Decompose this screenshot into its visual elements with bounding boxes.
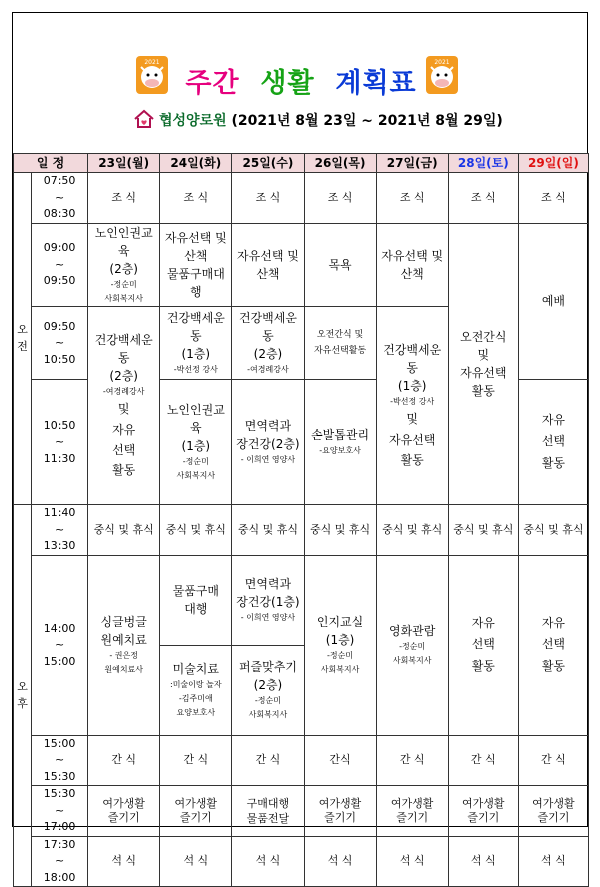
activity-block bbox=[160, 646, 231, 735]
activity-title: 목욕 bbox=[328, 257, 352, 272]
mascot-year: 2021 bbox=[434, 59, 450, 66]
title-part1: 주간 bbox=[185, 68, 240, 99]
table-row bbox=[14, 173, 589, 224]
breakfast-cell: 조 식 bbox=[88, 173, 160, 224]
activity-title: 인지교실 (1층) bbox=[316, 614, 364, 647]
subtitle bbox=[133, 110, 503, 130]
activity-staff: - 권은정 원예치료사 bbox=[104, 650, 143, 675]
dinner-cell: 석 식 bbox=[518, 836, 588, 887]
schedule-page bbox=[12, 12, 588, 884]
activity-title: 자유선택 및 산책 bbox=[237, 248, 299, 281]
page-title bbox=[13, 61, 589, 100]
activity-cell bbox=[518, 223, 588, 380]
house-heart-icon bbox=[133, 109, 155, 129]
breakfast-cell: 조 식 bbox=[376, 173, 448, 224]
activity-cell bbox=[304, 307, 376, 380]
activity-staff: -박선정 강사 bbox=[390, 397, 435, 406]
leisure-cell: 여가생활 즐기기 bbox=[376, 786, 448, 837]
activity-block bbox=[232, 556, 303, 646]
activity-title: 자유선택 및 산책 bbox=[381, 248, 444, 281]
activity-title: 건강백세운동 (1층) bbox=[383, 343, 442, 393]
dinner-cell: 석 식 bbox=[448, 836, 518, 887]
snack-cell: 간 식 bbox=[160, 735, 232, 786]
snack-cell: 간 식 bbox=[376, 735, 448, 786]
day-header: 26일(목) bbox=[304, 154, 376, 173]
activity-title: 및 자유 선택 활동 bbox=[112, 402, 136, 478]
time-slot: 15:00 ~ 15:30 bbox=[32, 735, 88, 786]
lunch-cell: 중식 및 휴식 bbox=[518, 505, 588, 556]
period-morning: 오 전 bbox=[14, 173, 32, 505]
activity-staff: -여경례강사 bbox=[247, 365, 289, 375]
activity-staff: -정순미 사회복지사 bbox=[104, 279, 143, 303]
breakfast-cell: 조 식 bbox=[448, 173, 518, 224]
activity-title: 오전간식 및 자유선택 활동 bbox=[460, 329, 507, 398]
activity-title: 예배 bbox=[541, 294, 566, 309]
breakfast-cell: 조 식 bbox=[304, 173, 376, 224]
date-range: (2021년 8월 23일 ~ 2021년 8월 29일) bbox=[231, 113, 503, 129]
activity-staff: - 이희연 영양사 bbox=[240, 455, 296, 465]
activity-cell bbox=[160, 307, 232, 380]
activity-cell bbox=[376, 307, 448, 505]
schedule-table bbox=[13, 153, 589, 887]
leisure-cell: 여가생활 즐기기 bbox=[518, 786, 588, 837]
time-slot: 17:30 ~ 18:00 bbox=[32, 836, 88, 887]
leisure-cell: 여가생활 즐기기 bbox=[88, 786, 160, 837]
day-header: 25일(수) bbox=[232, 154, 304, 173]
leisure-cell: 여가생활 즐기기 bbox=[448, 786, 518, 837]
day-header: 24일(화) bbox=[160, 154, 232, 173]
activity-title: 퍼즐맞추기 (2층) bbox=[238, 659, 297, 692]
header-row bbox=[14, 154, 589, 173]
activity-block bbox=[160, 556, 231, 646]
dinner-cell: 석 식 bbox=[160, 836, 232, 887]
activity-cell bbox=[88, 223, 160, 307]
time-slot: 10:50 ~ 11:30 bbox=[32, 380, 88, 505]
time-slot: 07:50 ~ 08:30 bbox=[32, 173, 88, 224]
leisure-cell: 여가생활 즐기기 bbox=[304, 786, 376, 837]
table-row bbox=[14, 735, 589, 786]
activity-title: 및 자유선택 활동 bbox=[389, 412, 436, 468]
activity-cell bbox=[448, 555, 518, 735]
activity-staff: -여경례강사 bbox=[102, 386, 145, 396]
activity-cell bbox=[88, 307, 160, 505]
activity-title: 노인인권교육 (1층) bbox=[166, 402, 225, 453]
activity-title: 면역력과 장건강(2층) bbox=[236, 419, 300, 452]
activity-cell bbox=[518, 555, 588, 735]
activity-cell bbox=[232, 307, 304, 380]
table-row bbox=[14, 836, 589, 887]
activity-title: 건강백세운동 (1층) bbox=[166, 311, 225, 362]
time-slot: 09:00 ~ 09:50 bbox=[32, 223, 88, 307]
lunch-cell: 중식 및 휴식 bbox=[448, 505, 518, 556]
activity-cell bbox=[376, 555, 448, 735]
ox-mascot-icon bbox=[425, 55, 459, 95]
title-part3: 계획표 bbox=[335, 68, 417, 99]
snack-cell: 간 식 bbox=[448, 735, 518, 786]
time-slot: 09:50 ~ 10:50 bbox=[32, 307, 88, 380]
schedule-label: 일 정 bbox=[14, 154, 88, 173]
activity-title: 노인인권교육 (2층) bbox=[94, 225, 153, 276]
activity-cell bbox=[518, 380, 588, 505]
table-row bbox=[14, 223, 589, 307]
activity-cell bbox=[304, 380, 376, 505]
activity-title: 싱글벙글 원예치료 bbox=[100, 614, 147, 647]
mascot-year: 2021 bbox=[144, 59, 160, 66]
snack-cell: 간 식 bbox=[518, 735, 588, 786]
activity-title: 면역력과 장건강(1층) bbox=[236, 577, 300, 610]
time-slot: 15:30 ~ 17:00 bbox=[32, 786, 88, 837]
activity-cell bbox=[160, 223, 232, 307]
lunch-cell: 중식 및 휴식 bbox=[88, 505, 160, 556]
activity-title: 물품구매 대행 bbox=[172, 584, 219, 617]
activity-title: 건강백세운동 (2층) bbox=[94, 332, 153, 383]
day-header-saturday: 28일(토) bbox=[448, 154, 518, 173]
activity-cell bbox=[88, 555, 160, 735]
dinner-cell: 석 식 bbox=[304, 836, 376, 887]
lunch-cell: 중식 및 휴식 bbox=[376, 505, 448, 556]
activity-staff: -정순미 사회복지사 bbox=[248, 695, 288, 720]
activity-cell bbox=[232, 380, 304, 505]
dinner-cell: 석 식 bbox=[88, 836, 160, 887]
activity-staff: -요양보호사 bbox=[319, 446, 361, 456]
activity-staff: -정순미 사회복지사 bbox=[176, 456, 216, 481]
activity-staff: -박선정 강사 bbox=[173, 365, 218, 375]
activity-title: 영화관람 bbox=[389, 623, 436, 638]
activity-block bbox=[232, 646, 303, 735]
lunch-cell: 중식 및 휴식 bbox=[160, 505, 232, 556]
time-slot: 14:00 ~ 15:00 bbox=[32, 555, 88, 735]
snack-cell: 간식 bbox=[304, 735, 376, 786]
activity-title: 자유 선택 활동 bbox=[471, 615, 495, 674]
snack-cell: 간 식 bbox=[88, 735, 160, 786]
time-slot: 11:40 ~ 13:30 bbox=[32, 505, 88, 556]
activity-title: 건강백세운동 (2층) bbox=[238, 311, 297, 362]
header bbox=[13, 13, 589, 153]
lunch-cell: 중식 및 휴식 bbox=[304, 505, 376, 556]
lunch-cell: 중식 및 휴식 bbox=[232, 505, 304, 556]
activity-title: 미술치료 bbox=[172, 661, 219, 676]
table-row bbox=[14, 786, 589, 837]
table-row bbox=[14, 555, 589, 735]
activity-title: 자유 선택 활동 bbox=[541, 412, 566, 471]
activity-cell bbox=[304, 555, 376, 735]
day-header-sunday: 29일(일) bbox=[518, 154, 588, 173]
activity-title: 오전간식 및 자유선택활동 bbox=[313, 330, 367, 357]
snack-cell: 간 식 bbox=[232, 735, 304, 786]
leisure-cell: 여가생활 즐기기 bbox=[160, 786, 232, 837]
activity-staff: -정순미 사회복지사 bbox=[320, 650, 360, 675]
activity-staff: :미술이랑 놀자 -김주미애 요양보호사 bbox=[170, 679, 222, 718]
activity-cell bbox=[448, 223, 518, 505]
period-afternoon: 오 후 bbox=[14, 505, 32, 887]
activity-cell bbox=[376, 223, 448, 307]
activity-staff: - 이희연 영양사 bbox=[240, 613, 296, 623]
activity-cell bbox=[304, 223, 376, 307]
activity-staff: -정순미 사회복지사 bbox=[392, 641, 432, 666]
breakfast-cell: 조 식 bbox=[160, 173, 232, 224]
activity-title: 자유 선택 활동 bbox=[541, 615, 566, 674]
table-row bbox=[14, 505, 589, 556]
breakfast-cell: 조 식 bbox=[232, 173, 304, 224]
breakfast-cell: 조 식 bbox=[518, 173, 588, 224]
org-name: 협성양로원 bbox=[159, 113, 227, 129]
day-header: 27일(금) bbox=[376, 154, 448, 173]
dinner-cell: 석 식 bbox=[232, 836, 304, 887]
activity-cell bbox=[232, 555, 304, 735]
activity-cell bbox=[160, 555, 232, 735]
activity-cell bbox=[232, 223, 304, 307]
title-part2: 생활 bbox=[260, 68, 315, 99]
dinner-cell: 석 식 bbox=[376, 836, 448, 887]
activity-cell bbox=[160, 380, 232, 505]
activity-title: 자유선택 및 산책 물품구매대행 bbox=[164, 230, 227, 299]
leisure-cell: 구매대행 물품전달 bbox=[232, 786, 304, 837]
activity-title: 손발톱관리 bbox=[311, 428, 370, 443]
day-header: 23일(월) bbox=[88, 154, 160, 173]
